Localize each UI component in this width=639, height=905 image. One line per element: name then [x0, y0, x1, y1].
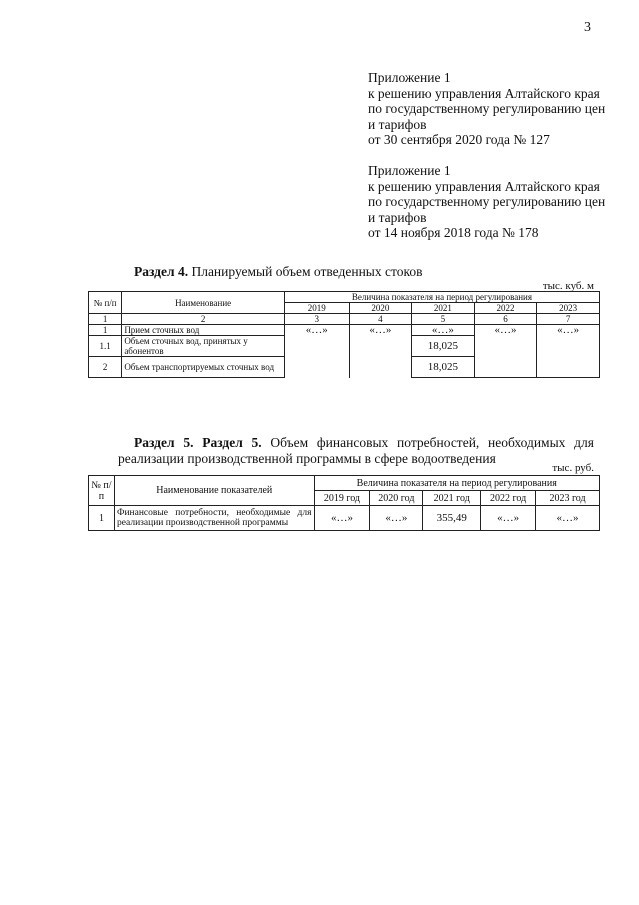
appendix-line: Приложение 1	[368, 163, 451, 178]
section4-title-text: Планируемый объем отведенных стоков	[188, 264, 423, 279]
section5-unit: тыс. руб.	[552, 462, 594, 474]
header-num: № п/п	[89, 476, 115, 506]
index-cell: 5	[412, 314, 475, 325]
header-name: Наименование	[122, 292, 285, 314]
appendix-line: и тарифов	[368, 116, 427, 132]
value-cell: 18,025	[412, 336, 475, 357]
row-num: 1	[89, 506, 115, 531]
index-cell: 3	[284, 314, 349, 325]
value-cell: «…»	[412, 325, 475, 336]
header-year: 2023 год	[536, 491, 600, 506]
section5-table	[88, 475, 600, 531]
empty-cell	[537, 357, 600, 378]
index-cell: 1	[89, 314, 122, 325]
value-cell: «…»	[537, 325, 600, 357]
appendix-line: к решению управления Алтайского края	[368, 178, 600, 194]
appendix-line: от 30 сентября 2020 года № 127	[368, 132, 550, 147]
value-cell: «…»	[370, 506, 423, 531]
appendix-header-original	[368, 163, 605, 241]
header-year: 2019	[284, 303, 349, 314]
header-num: № п/п	[89, 292, 122, 314]
index-cell: 6	[474, 314, 537, 325]
value-cell: 18,025	[412, 357, 475, 378]
appendix-line: и тарифов	[368, 209, 427, 225]
index-row	[89, 314, 600, 325]
row-name: Объем транспортируемых сточных вод	[122, 357, 285, 378]
row-name: Объем сточных вод, принятых у абонентов	[122, 336, 285, 357]
section4-table	[88, 291, 600, 378]
table-row	[89, 325, 600, 336]
appendix-header-current	[368, 70, 605, 148]
value-cell: «…»	[536, 506, 600, 531]
header-year: 2023	[537, 303, 600, 314]
header-year: 2020	[349, 303, 412, 314]
row-name: Финансовые потребности, необходимые для реализации производственной программы	[114, 506, 314, 531]
section5-title-text: Объем финансовых потребностей, необходимых для реализации производственной программы в сфере водоотведения	[118, 435, 594, 466]
header-group: Величина показателя на период регулирования	[314, 476, 600, 491]
appendix-line: к решению управления Алтайского края	[368, 85, 600, 101]
section4-title	[134, 264, 422, 280]
page-number: 3	[584, 20, 591, 35]
row-name: Прием сточных вод	[122, 325, 285, 336]
appendix-line: от 14 ноября 2018 года № 178	[368, 225, 539, 240]
value-cell: «…»	[349, 325, 412, 378]
section4-title-bold: Раздел 4.	[134, 264, 189, 279]
appendix-line: Приложение 1	[368, 70, 451, 85]
table-row	[89, 506, 600, 531]
header-name: Наименование показателей	[114, 476, 314, 506]
appendix-line: по государственному регулированию цен	[368, 194, 606, 209]
row-num: 1.1	[89, 336, 122, 357]
header-year: 2020 год	[370, 491, 423, 506]
header-year: 2021 год	[423, 491, 481, 506]
section5-title-bold: Раздел 5. Раздел 5.	[134, 435, 262, 450]
index-cell: 7	[537, 314, 600, 325]
value-cell: «…»	[284, 325, 349, 378]
section4-unit: тыс. куб. м	[542, 280, 594, 292]
header-group: Величина показателя на период регулирования	[284, 292, 599, 303]
value-cell: «…»	[481, 506, 536, 531]
row-num: 2	[89, 357, 122, 378]
index-cell: 4	[349, 314, 412, 325]
appendix-line: по государственному регулированию цен	[368, 101, 606, 116]
value-cell: «…»	[314, 506, 370, 531]
index-cell: 2	[122, 314, 285, 325]
value-cell: 355,49	[423, 506, 481, 531]
header-year: 2021	[412, 303, 475, 314]
header-year: 2019 год	[314, 491, 370, 506]
section5-title	[118, 435, 594, 467]
header-year: 2022	[474, 303, 537, 314]
value-cell: «…»	[474, 325, 537, 357]
header-year: 2022 год	[481, 491, 536, 506]
empty-cell	[474, 357, 537, 378]
row-num: 1	[89, 325, 122, 336]
